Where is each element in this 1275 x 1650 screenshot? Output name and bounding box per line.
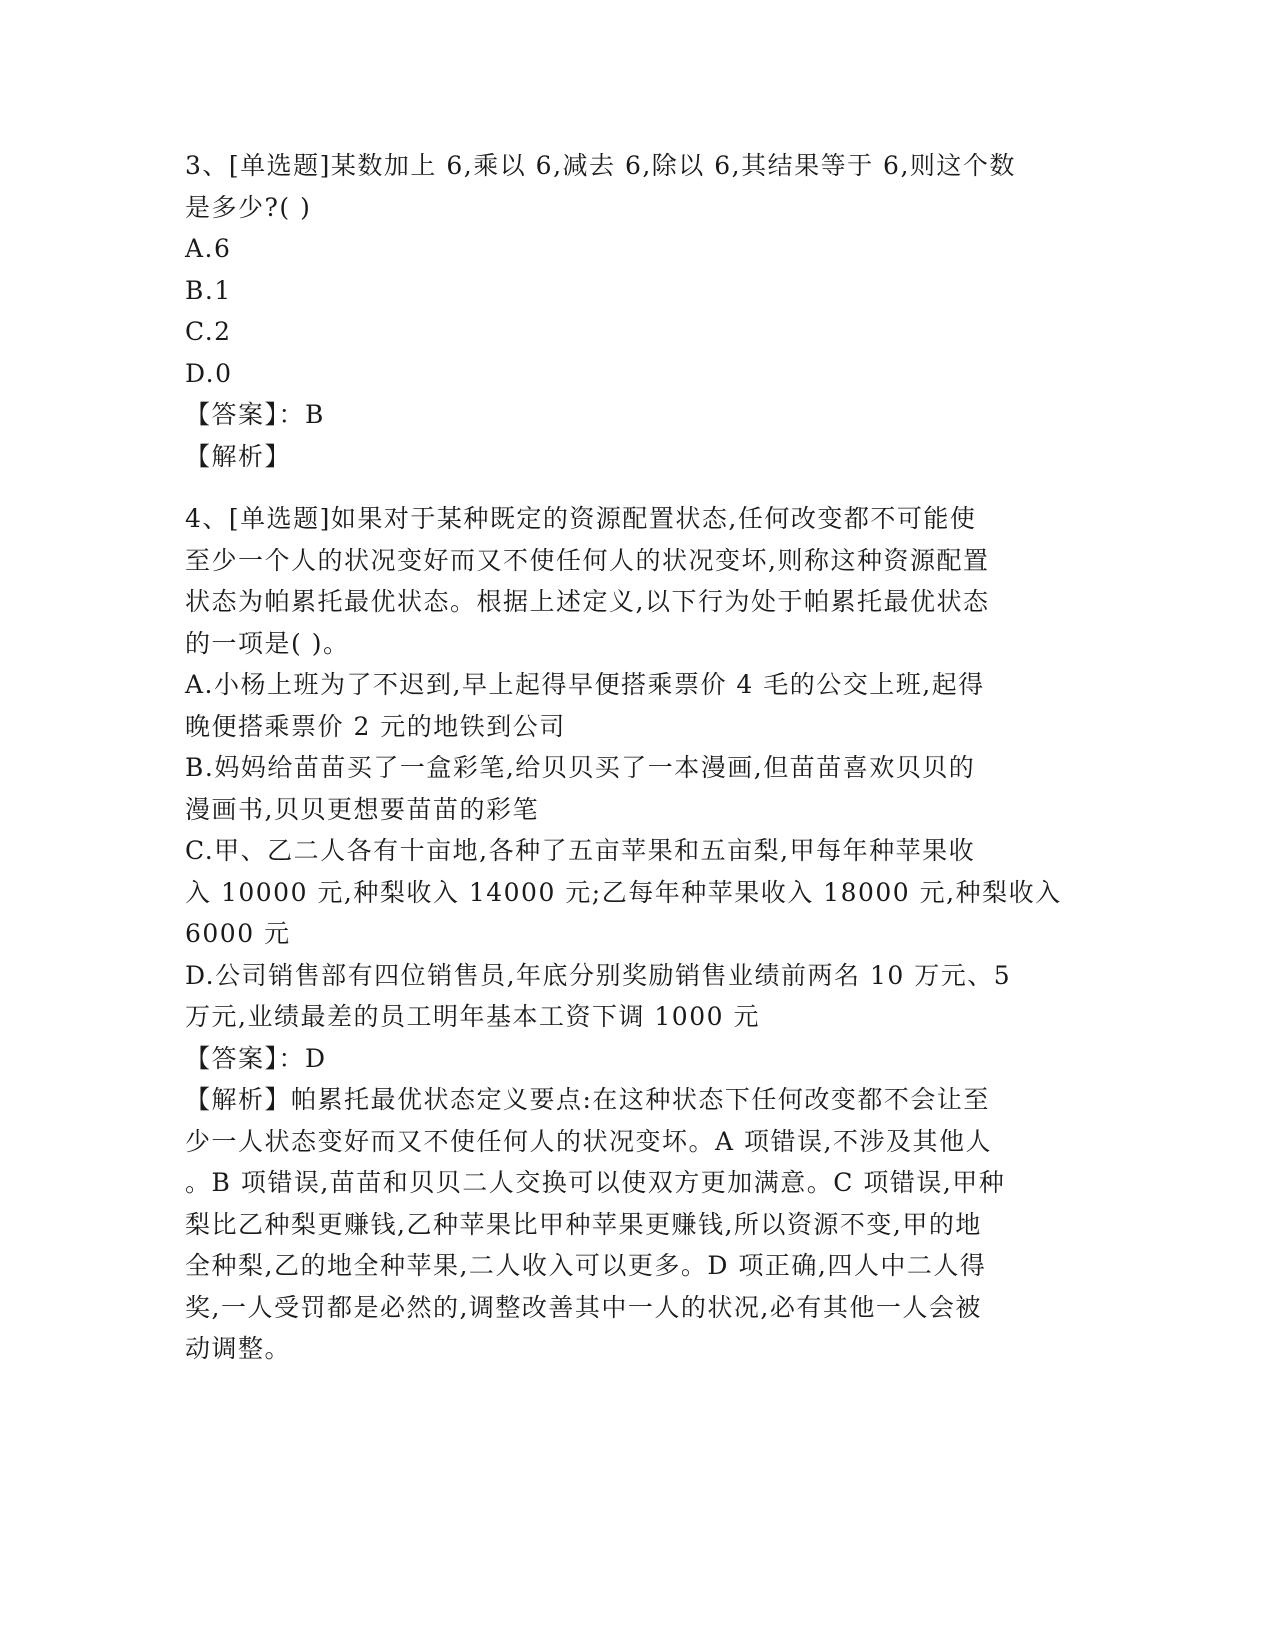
option-c: 6000 元 [185,919,291,948]
question-stem: 的一项是( )。 [185,628,350,658]
question-4 [185,498,1085,1370]
answer: 【答案】：B [185,400,325,429]
analysis: 全种梨,乙的地全种苹果,二人收入可以更多。D 项正确,四人中二人得 [185,1251,987,1280]
analysis: 梨比乙种梨更赚钱,乙种苹果比甲种苹果更赚钱,所以资源不变,甲的地 [185,1209,982,1239]
option-a: A.小杨上班为了不迟到,早上起得早便搭乘票价 4 毛的公交上班,起得 [185,670,985,699]
question-3 [185,145,1085,477]
document-page [185,145,1085,1370]
option-a: 晚便搭乘票价 2 元的地铁到公司 [185,711,566,741]
analysis: 少一人状态变好而又不使任何人的状况变坏。A 项错误,不涉及其他人 [185,1126,992,1156]
analysis: 【解析】帕累托最优状态定义要点:在这种状态下任何改变都不会让至 [185,1085,990,1114]
option-b: B.1 [185,275,232,305]
question-stem: 是多少?( ) [185,192,312,222]
option-d: D.公司销售部有四位销售员,年底分别奖励销售业绩前两名 10 万元、5 [185,960,1012,990]
option-d: 万元,业绩最差的员工明年基本工资下调 1000 元 [185,1002,760,1031]
question-stem: 3、[单选题]某数加上 6,乘以 6,减去 6,除以 6,其结果等于 6,则这个数 [185,151,1016,180]
question-stem: 至少一个人的状况变好而又不使任何人的状况变坏,则称这种资源配置 [185,545,990,575]
answer: 【答案】：D [185,1043,327,1073]
option-c: 入 10000 元,种梨收入 14000 元;乙每年种苹果收入 18000 元,种梨收入 [185,877,1062,907]
option-b: 漫画书,贝贝更想要苗苗的彩笔 [185,794,539,824]
question-stem: 4、[单选题]如果对于某种既定的资源配置状态,任何改变都不可能使 [185,504,977,533]
option-d: D.0 [185,358,233,388]
option-c: C.2 [185,317,232,346]
option-b: B.妈妈给苗苗买了一盒彩笔,给贝贝买了一本漫画,但苗苗喜欢贝贝的 [185,753,976,782]
option-a: A.6 [185,234,232,263]
question-spacer [185,477,1085,498]
analysis: 奖,一人受罚都是必然的,调整改善其中一人的状况,必有其他一人会被 [185,1292,982,1322]
question-stem: 状态为帕累托最优状态。根据上述定义,以下行为处于帕累托最优状态 [185,587,990,616]
analysis: 【解析】 [185,441,292,471]
analysis: 。B 项错误,苗苗和贝贝二人交换可以使双方更加满意。C 项错误,甲种 [185,1168,1006,1197]
analysis: 动调整。 [185,1334,292,1363]
option-c: C.甲、乙二人各有十亩地,各种了五亩苹果和五亩梨,甲每年种苹果收 [185,836,976,865]
